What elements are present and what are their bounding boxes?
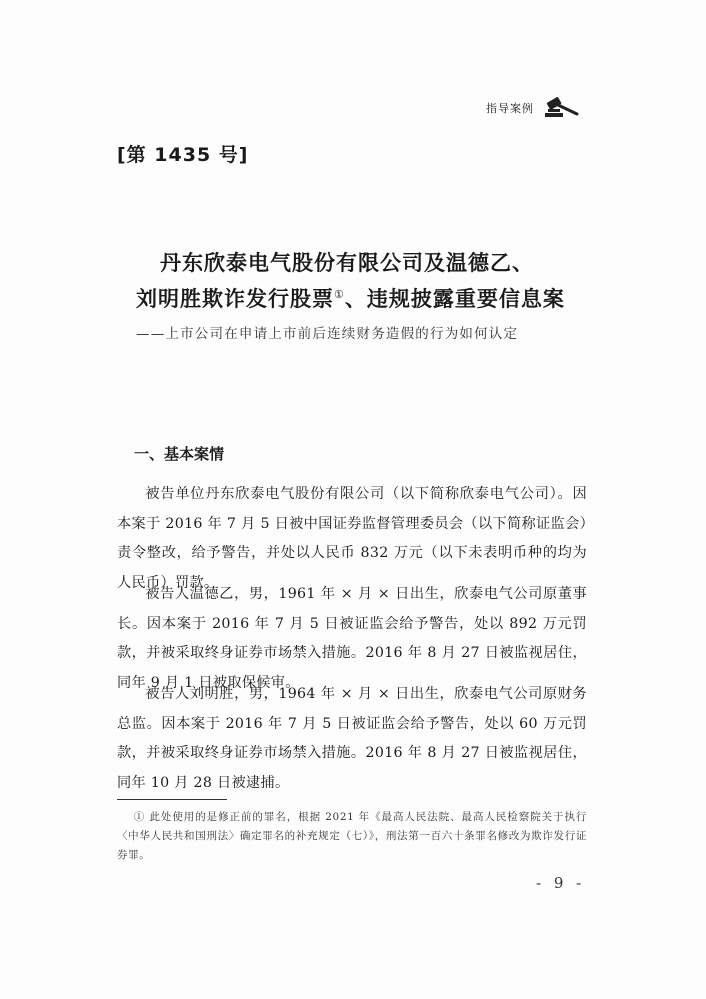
page-number: - 9 - — [536, 874, 586, 892]
paragraph: 被告单位丹东欣泰电气股份有限公司（以下简称欣泰电气公司）。因本案于 2016 年 7 月 5 日被中国证券监督管理委员会（以下简称证监会）责令整改，给予警告，并处以人民币 832 万元（以下未表明币种的均为人民币）罚款。 — [117, 486, 587, 591]
title-line-2-pre: 刘明胜欺诈发行股票 — [136, 286, 334, 311]
title-line-2-post: 、违规披露重要信息案 — [344, 286, 565, 311]
subtitle: ——上市公司在申请上市前后连续财务造假的行为如何认定 — [136, 326, 519, 342]
paragraph: 被告人刘明胜，男，1964 年 × 月 × 日出生，欣泰电气公司原财务总监。因本案于 2016 年 7 月 5 日被证监会给予警告，处以 60 万元罚款，并被采取终身证券市场禁入措施。2016 年 8 月 27 日被监视居住，同年 10 月 28 日被逮捕。 — [117, 686, 587, 791]
footnote: ① 此处使用的是修正前的罪名，根据 2021 年《最高人民法院、最高人民检察院关于执行〈中华人民共和国刑法〉确定罪名的补充规定（七）》，刑法第一百六十条罪名修改为欺诈发行证券罪。 — [117, 811, 587, 861]
case-number: [第 1435 号] — [117, 144, 249, 166]
running-header-label: 指导案例 — [486, 102, 534, 115]
section-heading: 一、基本案情 — [134, 445, 225, 463]
gavel-icon — [543, 96, 579, 118]
title-line-2 — [136, 283, 565, 313]
title-line-1: 丹东欣泰电气股份有限公司及温德乙、 — [160, 250, 534, 275]
paragraph: 被告人温德乙，男，1961 年 × 月 × 日出生，欣泰电气公司原董事长。因本案于 2016 年 7 月 5 日被证监会给予警告，处以 892 万元罚款，并被采取终身证券市场禁入措施。2016 年 8 月 27 日被监视居住，同年 9 月 1 日被取保候审。 — [117, 586, 587, 691]
footnote-marker[interactable]: ① — [334, 288, 345, 301]
footnote-divider — [117, 799, 227, 800]
